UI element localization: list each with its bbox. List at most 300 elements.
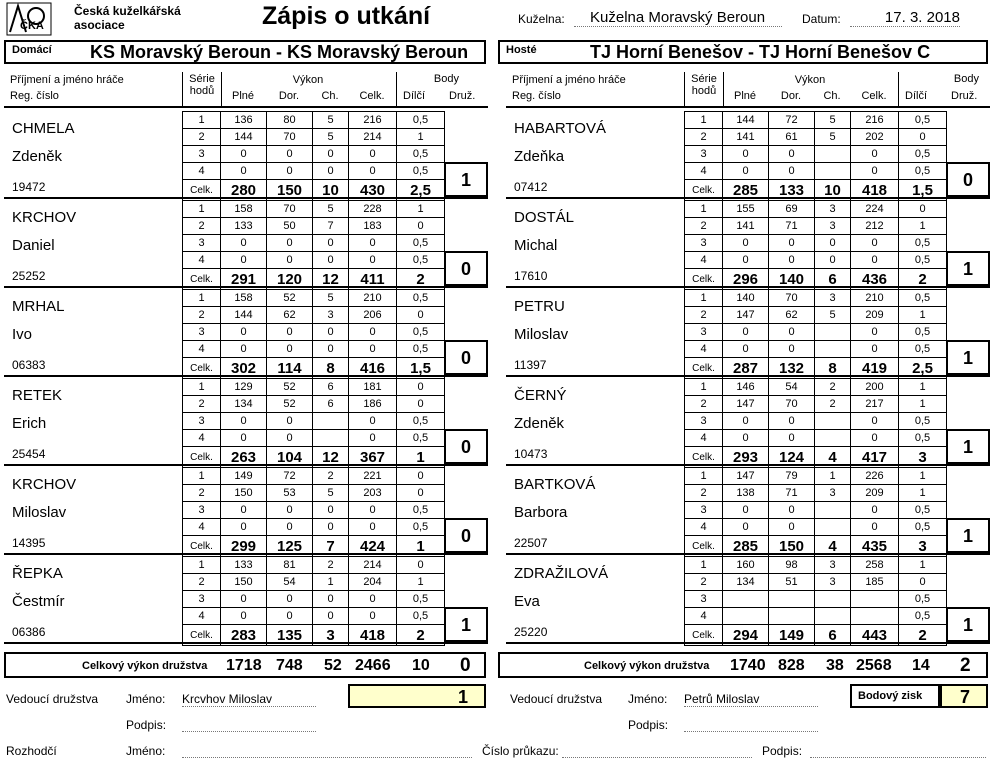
total-label: Celk.	[685, 180, 723, 201]
series-cell: 2	[815, 396, 851, 413]
series-row	[183, 591, 445, 608]
series-cell: 0	[349, 519, 397, 536]
series-cell: 5	[815, 129, 851, 146]
away-team-bar	[498, 40, 988, 64]
rozhodci-jmeno-field[interactable]	[182, 756, 472, 758]
series-row	[685, 502, 947, 519]
series-cell: 0	[267, 163, 313, 180]
series-table	[684, 289, 947, 379]
series-cell: 0	[267, 341, 313, 358]
series-cell: 141	[723, 218, 769, 235]
series-cell: 0	[851, 163, 899, 180]
player-block	[506, 110, 990, 199]
series-cell: 0	[769, 252, 815, 269]
series-cell: 72	[769, 112, 815, 129]
series-cell: 1	[183, 112, 221, 129]
series-cell: 0	[349, 608, 397, 625]
col-vykon: Výkon	[292, 74, 324, 86]
series-cell: 1	[313, 574, 349, 591]
kuzelna-label: Kuželna:	[518, 12, 565, 26]
series-row	[183, 519, 445, 536]
series-cell: 3	[685, 502, 723, 519]
bodovy-zisk-label: Bodový zisk	[858, 690, 923, 702]
series-cell: 0	[851, 502, 899, 519]
player-firstname: Miloslav	[12, 504, 67, 521]
series-cell: 0	[221, 519, 267, 536]
team-total-dor: 828	[778, 657, 805, 674]
series-cell: 0	[313, 146, 349, 163]
player-firstname: Michal	[514, 237, 558, 254]
series-cell: 69	[769, 201, 815, 218]
player-reg: 25220	[514, 625, 548, 639]
series-cell: 61	[769, 129, 815, 146]
series-cell: 0	[815, 235, 851, 252]
series-cell: 0,5	[397, 252, 445, 269]
series-cell: 1	[899, 485, 947, 502]
series-cell	[313, 413, 349, 430]
series-cell: 0	[313, 608, 349, 625]
series-cell: 2	[685, 485, 723, 502]
series-row	[183, 146, 445, 163]
team-total-dilci: 10	[412, 657, 430, 674]
series-cell: 51	[769, 574, 815, 591]
series-cell: 1	[685, 468, 723, 485]
player-block	[4, 466, 488, 555]
series-cell: 0	[723, 146, 769, 163]
series-cell: 0	[221, 324, 267, 341]
series-cell	[723, 608, 769, 625]
series-cell: 155	[723, 201, 769, 218]
series-row	[685, 591, 947, 608]
series-cell: 0	[221, 608, 267, 625]
player-reg: 10473	[514, 447, 548, 461]
series-cell: 0	[899, 574, 947, 591]
rozhodci-jmeno-label: Jméno:	[126, 744, 166, 758]
series-cell: 209	[851, 485, 899, 502]
series-cell: 98	[769, 557, 815, 574]
series-cell: 72	[267, 468, 313, 485]
total-row	[685, 447, 947, 468]
series-row	[685, 163, 947, 180]
total-cell: 424	[349, 536, 397, 557]
series-cell: 0	[851, 519, 899, 536]
series-cell: 0,5	[899, 519, 947, 536]
series-cell: 80	[267, 112, 313, 129]
series-cell: 0,5	[397, 430, 445, 447]
series-cell: 0	[899, 201, 947, 218]
series-cell: 185	[851, 574, 899, 591]
total-row	[183, 180, 445, 201]
home-points-box	[348, 684, 486, 708]
series-cell: 0	[313, 591, 349, 608]
druz-points: 1	[962, 259, 973, 279]
series-cell: 2	[685, 396, 723, 413]
druz-box	[444, 607, 488, 642]
series-cell: 0	[267, 608, 313, 625]
series-cell: 0	[851, 341, 899, 358]
player-firstname: Čestmír	[12, 593, 65, 610]
total-cell: 3	[899, 536, 947, 557]
series-cell: 144	[221, 307, 267, 324]
series-cell: 0	[723, 502, 769, 519]
series-cell: 228	[349, 201, 397, 218]
series-row	[183, 608, 445, 625]
series-cell: 0,5	[899, 430, 947, 447]
series-cell: 70	[267, 129, 313, 146]
total-label: Celk.	[183, 625, 221, 646]
series-cell: 0	[267, 252, 313, 269]
col-serie-h1: Série	[189, 73, 215, 85]
series-cell	[815, 591, 851, 608]
rozhodci-podpis-field[interactable]	[810, 756, 986, 758]
series-cell: 0	[815, 252, 851, 269]
series-cell: 0	[723, 519, 769, 536]
series-cell: 133	[221, 557, 267, 574]
total-cell: 417	[851, 447, 899, 468]
series-row	[685, 379, 947, 396]
series-cell: 129	[221, 379, 267, 396]
series-cell: 5	[815, 307, 851, 324]
series-cell: 158	[221, 201, 267, 218]
org-line-2: asociace	[74, 18, 125, 32]
series-cell: 3	[685, 146, 723, 163]
series-row	[685, 608, 947, 625]
series-cell: 0,5	[899, 502, 947, 519]
series-cell: 0	[723, 163, 769, 180]
home-team-total	[4, 652, 486, 678]
bodovy-zisk-box	[850, 684, 940, 708]
total-label: Celk.	[183, 536, 221, 557]
org-name	[74, 4, 181, 32]
series-cell: 1	[183, 290, 221, 307]
player-block	[506, 288, 990, 377]
series-row	[685, 201, 947, 218]
druz-box	[946, 607, 990, 642]
total-cell: 6	[815, 625, 851, 646]
series-cell: 150	[221, 574, 267, 591]
total-cell: 2	[397, 625, 445, 646]
series-cell: 5	[313, 485, 349, 502]
total-cell: 4	[815, 447, 851, 468]
series-cell: 212	[851, 218, 899, 235]
col-plne: Plné	[231, 90, 255, 102]
series-cell: 0,5	[899, 163, 947, 180]
series-cell: 0	[221, 146, 267, 163]
team-total-druz: 0	[460, 655, 471, 676]
player-surname: ŘEPKA	[12, 565, 63, 582]
series-cell: 7	[313, 218, 349, 235]
series-table	[182, 378, 445, 468]
player-firstname: Zdeněk	[12, 148, 63, 165]
series-cell: 4	[183, 252, 221, 269]
series-cell: 210	[349, 290, 397, 307]
home-label: Domácí	[12, 44, 52, 56]
col-celk: Celk.	[861, 90, 887, 102]
series-row	[183, 324, 445, 341]
series-cell: 0,5	[397, 341, 445, 358]
series-cell	[815, 502, 851, 519]
player-reg: 06383	[12, 358, 46, 372]
player-surname: CHMELA	[12, 120, 75, 137]
team-total-dor: 748	[276, 657, 303, 674]
series-cell: 134	[723, 574, 769, 591]
player-surname: MRHAL	[12, 298, 65, 315]
series-cell: 0	[397, 557, 445, 574]
druz-box	[444, 340, 488, 375]
series-table	[182, 556, 445, 646]
druz-points: 1	[962, 526, 973, 546]
series-cell: 0	[397, 396, 445, 413]
total-cell: 150	[267, 180, 313, 201]
series-row	[183, 396, 445, 413]
series-cell: 4	[183, 519, 221, 536]
series-cell: 71	[769, 218, 815, 235]
series-row	[183, 218, 445, 235]
total-cell: 125	[267, 536, 313, 557]
druz-box	[444, 251, 488, 286]
series-cell: 0	[267, 413, 313, 430]
total-cell: 435	[851, 536, 899, 557]
series-cell: 3	[685, 324, 723, 341]
series-row	[183, 290, 445, 307]
series-cell: 138	[723, 485, 769, 502]
player-block	[506, 555, 990, 644]
series-cell: 2	[313, 468, 349, 485]
col-celk: Celk.	[359, 90, 385, 102]
series-row	[183, 341, 445, 358]
total-row	[685, 358, 947, 379]
cislo-prukazu-field[interactable]	[562, 756, 752, 758]
total-cell: 263	[221, 447, 267, 468]
player-reg: 06386	[12, 625, 46, 639]
series-row	[685, 129, 947, 146]
series-cell: 0	[313, 341, 349, 358]
series-cell: 0,5	[899, 290, 947, 307]
player-block	[4, 199, 488, 288]
series-cell: 1	[685, 201, 723, 218]
total-cell: 436	[851, 269, 899, 290]
col-body	[898, 72, 991, 106]
series-cell: 1	[899, 218, 947, 235]
series-cell: 0	[221, 502, 267, 519]
series-cell: 2	[685, 218, 723, 235]
total-label: Celk.	[685, 536, 723, 557]
series-cell: 1	[183, 468, 221, 485]
series-cell: 5	[313, 290, 349, 307]
total-cell: 12	[313, 447, 349, 468]
series-cell	[815, 146, 851, 163]
series-cell: 0	[851, 252, 899, 269]
col-serie-h1: Série	[691, 73, 717, 85]
away-leader-name: Petrů Miloslav	[684, 692, 818, 707]
series-row	[685, 307, 947, 324]
col-serie-h2: hodů	[691, 85, 717, 97]
series-cell: 3	[183, 146, 221, 163]
series-row	[183, 413, 445, 430]
away-podpis-field[interactable]	[684, 730, 818, 732]
series-cell: 54	[769, 379, 815, 396]
series-row	[685, 557, 947, 574]
series-cell: 0,5	[397, 290, 445, 307]
series-row	[183, 430, 445, 447]
series-cell: 134	[221, 396, 267, 413]
series-row	[685, 252, 947, 269]
series-cell: 0	[349, 252, 397, 269]
series-cell: 0	[349, 502, 397, 519]
player-block	[506, 466, 990, 555]
series-cell: 6	[313, 396, 349, 413]
total-label: Celk.	[183, 447, 221, 468]
away-points: 7	[959, 687, 970, 707]
series-cell: 0	[723, 413, 769, 430]
series-cell: 3	[183, 413, 221, 430]
total-label: Celk.	[183, 180, 221, 201]
total-cell: 10	[815, 180, 851, 201]
series-cell: 2	[183, 307, 221, 324]
series-cell: 1	[183, 201, 221, 218]
series-cell: 54	[267, 574, 313, 591]
series-cell: 4	[685, 608, 723, 625]
druz-points: 0	[460, 348, 471, 368]
druz-points: 1	[962, 615, 973, 635]
series-cell: 214	[349, 557, 397, 574]
series-cell: 0	[349, 324, 397, 341]
home-points: 1	[457, 687, 468, 707]
series-cell: 1	[685, 379, 723, 396]
series-row	[183, 379, 445, 396]
series-cell: 4	[183, 163, 221, 180]
series-cell: 0	[769, 235, 815, 252]
series-cell: 0,5	[397, 163, 445, 180]
series-cell: 140	[723, 290, 769, 307]
total-cell: 4	[815, 536, 851, 557]
series-cell: 0,5	[397, 112, 445, 129]
series-table	[684, 556, 947, 646]
series-cell: 0	[769, 413, 815, 430]
total-cell: 124	[769, 447, 815, 468]
total-cell: 285	[723, 536, 769, 557]
series-cell: 0	[723, 252, 769, 269]
total-cell: 2,5	[899, 358, 947, 379]
player-surname: KRCHOV	[12, 476, 77, 493]
series-cell: 183	[349, 218, 397, 235]
druz-points: 0	[460, 526, 471, 546]
series-cell: 1	[397, 129, 445, 146]
series-cell: 3	[183, 324, 221, 341]
series-cell: 50	[267, 218, 313, 235]
series-cell: 1	[899, 307, 947, 324]
total-cell: 3	[313, 625, 349, 646]
series-cell: 133	[221, 218, 267, 235]
total-cell: 283	[221, 625, 267, 646]
druz-points: 0	[460, 437, 471, 457]
series-cell: 1	[899, 379, 947, 396]
series-cell: 0	[349, 591, 397, 608]
col-dor: Dor.	[780, 90, 802, 102]
total-cell: 150	[769, 536, 815, 557]
series-cell: 258	[851, 557, 899, 574]
series-table	[684, 111, 947, 201]
total-label: Celk.	[685, 447, 723, 468]
series-table	[684, 200, 947, 290]
series-cell: 3	[685, 413, 723, 430]
total-row	[183, 625, 445, 646]
player-surname: KRCHOV	[12, 209, 77, 226]
series-cell: 1	[899, 468, 947, 485]
series-cell	[815, 163, 851, 180]
series-cell: 0,5	[899, 324, 947, 341]
series-cell: 0	[397, 218, 445, 235]
total-cell: 299	[221, 536, 267, 557]
series-cell	[769, 591, 815, 608]
series-cell	[815, 341, 851, 358]
col-name-h2: Reg. číslo	[512, 90, 561, 102]
total-cell: 418	[349, 625, 397, 646]
col-serie	[684, 72, 724, 106]
series-cell: 3	[815, 201, 851, 218]
series-cell: 144	[723, 112, 769, 129]
series-cell: 2	[183, 396, 221, 413]
series-cell: 0	[313, 519, 349, 536]
cislo-prukazu-label: Číslo průkazu:	[482, 744, 559, 758]
series-cell: 1	[685, 557, 723, 574]
col-ch: Ch.	[321, 90, 339, 102]
total-cell: 7	[313, 536, 349, 557]
series-cell: 0	[313, 252, 349, 269]
away-vedouci-label: Vedoucí družstva	[510, 692, 603, 706]
druz-box	[444, 162, 488, 197]
series-cell: 0	[851, 430, 899, 447]
series-cell	[313, 430, 349, 447]
away-podpis-label: Podpis:	[628, 718, 669, 732]
team-total-label: Celkový výkon družstva	[584, 660, 710, 672]
series-cell: 3	[815, 557, 851, 574]
total-cell: 285	[723, 180, 769, 201]
series-cell	[851, 591, 899, 608]
player-surname: PETRU	[514, 298, 565, 315]
series-cell: 0	[267, 502, 313, 519]
series-cell: 216	[851, 112, 899, 129]
player-surname: RETEK	[12, 387, 63, 404]
series-cell: 0	[851, 413, 899, 430]
series-cell: 5	[313, 129, 349, 146]
total-row	[685, 180, 947, 201]
org-line-1: Česká kuželkářská	[74, 4, 181, 18]
druz-points: 1	[962, 437, 973, 457]
druz-points: 1	[460, 615, 471, 635]
series-cell: 3	[313, 307, 349, 324]
total-row	[685, 625, 947, 646]
series-cell: 0	[349, 146, 397, 163]
series-cell: 0	[349, 413, 397, 430]
series-cell: 0	[221, 413, 267, 430]
series-row	[183, 307, 445, 324]
series-cell: 0	[851, 235, 899, 252]
home-podpis-field[interactable]	[182, 730, 316, 732]
series-cell: 0	[397, 307, 445, 324]
team-total-ch: 52	[324, 657, 342, 674]
player-surname: BARTKOVÁ	[514, 476, 596, 493]
total-cell: 2	[899, 269, 947, 290]
away-column-headers	[506, 72, 990, 108]
series-table	[182, 467, 445, 557]
total-cell: 296	[723, 269, 769, 290]
series-cell: 0,5	[899, 252, 947, 269]
series-cell: 1	[685, 290, 723, 307]
player-reg: 17610	[514, 269, 548, 283]
away-points-box	[940, 684, 988, 708]
col-body	[396, 72, 489, 106]
